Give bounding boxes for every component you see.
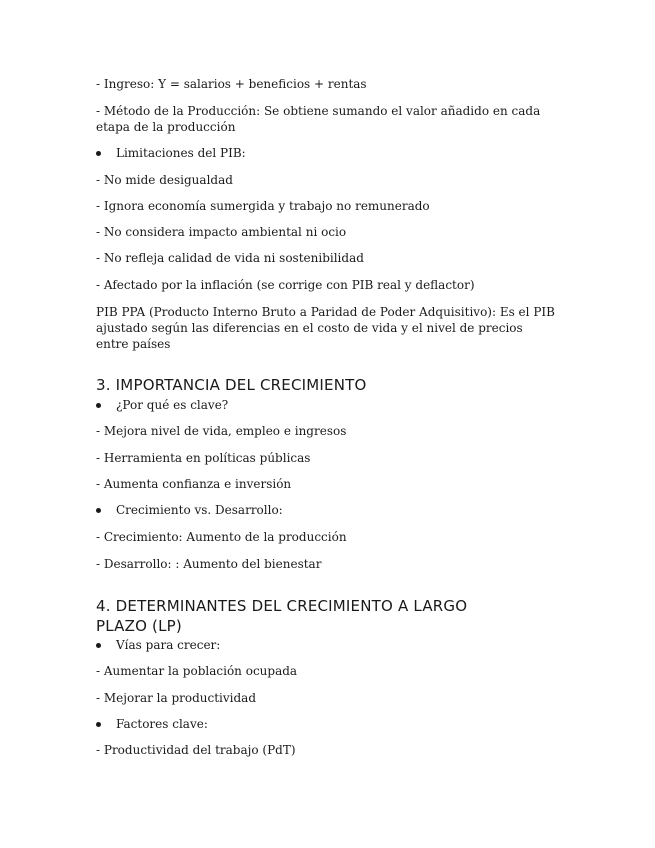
section-heading-importancia: 3. IMPORTANCIA DEL CRECIMIENTO: [96, 376, 367, 394]
section-heading-determinantes: 4. DETERMINANTES DEL CRECIMIENTO A LARGO PLAZO (LP): [96, 597, 468, 635]
bullet-dot: [96, 151, 101, 156]
bullet-dot: [96, 508, 101, 513]
bullet-label: Vías para crecer:: [116, 638, 221, 652]
list-item: - Aumenta confianza e inversión: [96, 477, 292, 491]
list-item: - No refleja calidad de vida ni sostenibilidad: [96, 251, 364, 265]
list-item: - No considera impacto ambiental ni ocio: [96, 225, 347, 239]
bullet-dot: [96, 403, 101, 408]
pib-ppa-paragraph: PIB PPA (Producto Interno Bruto a Paridad de Poder Adquisitivo): Es el PIB ajustado según las diferencias en el costo de vida y el nivel de precios entre países: [96, 305, 555, 351]
bullet-label: Crecimiento vs. Desarrollo:: [116, 503, 283, 517]
list-item: - Desarrollo: : Aumento del bienestar: [96, 557, 322, 571]
list-item: - Aumentar la población ocupada: [96, 664, 298, 678]
list-item: - Productividad del trabajo (PdT): [96, 743, 296, 757]
list-item: - Ignora economía sumergida y trabajo no remunerado: [96, 199, 430, 213]
list-item: - Herramienta en políticas públicas: [96, 451, 311, 465]
list-item: - Crecimiento: Aumento de la producción: [96, 530, 347, 544]
list-item: - Afectado por la inflación (se corrige con PIB real y deflactor): [96, 278, 475, 292]
ingreso-line: - Ingreso: Y = salarios + beneficios + rentas: [96, 77, 367, 91]
bullet-dot: [96, 722, 101, 727]
list-item: - Mejorar la productividad: [96, 691, 257, 705]
bullet-label: ¿Por qué es clave?: [116, 398, 229, 412]
list-item: - No mide desigualdad: [96, 173, 233, 187]
bullet-label: Factores clave:: [116, 717, 208, 731]
list-item: - Mejora nivel de vida, empleo e ingresos: [96, 424, 347, 438]
bullet-dot: [96, 643, 101, 648]
metodo-produccion-line: - Método de la Producción: Se obtiene sumando el valor añadido en cada etapa de la producción: [96, 104, 541, 134]
bullet-label: Limitaciones del PIB:: [116, 146, 246, 160]
